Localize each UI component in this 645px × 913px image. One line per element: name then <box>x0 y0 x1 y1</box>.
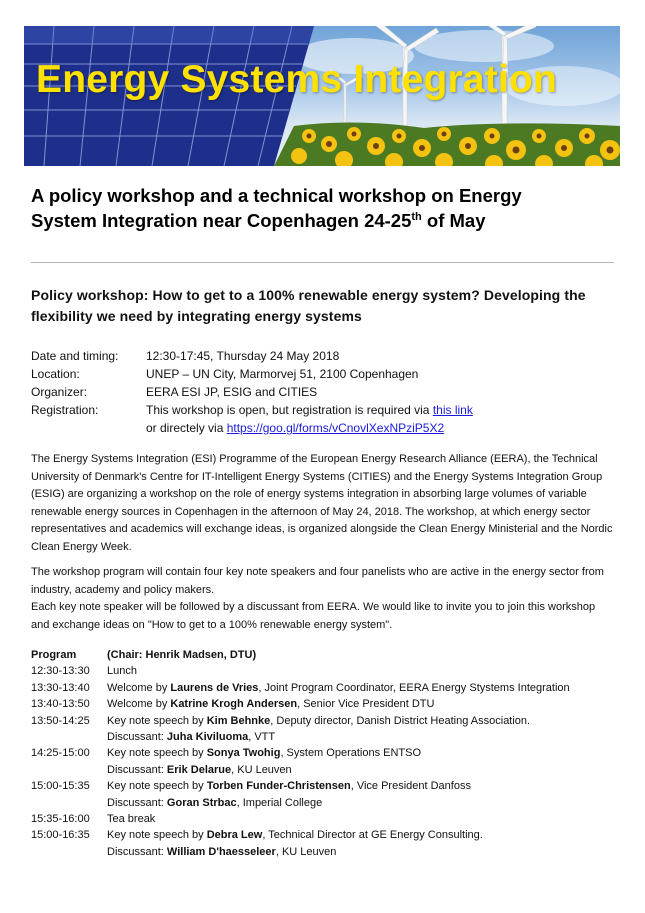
speaker-affiliation: , KU Leuven <box>231 763 292 776</box>
program-row <box>31 795 621 811</box>
page-headline <box>31 183 591 233</box>
registration-text: This workshop is open, but registration is required via <box>146 403 433 417</box>
speaker-name: Laurens de Vries <box>170 681 259 694</box>
registration-label: Registration: <box>31 403 99 417</box>
speaker-name: Goran Strbac <box>166 796 237 809</box>
speaker-name: Katrine Krogh Andersen <box>170 698 298 711</box>
program-row <box>31 811 621 827</box>
speaker-affiliation: , Imperial College <box>236 796 323 809</box>
details-row-registration-alt <box>31 419 611 437</box>
policy-workshop-title: Policy workshop: How to get to a 100% renewable energy system? Developing the flexibility we need by integrating energy systems <box>31 287 586 324</box>
program-description <box>107 696 621 712</box>
registration-alt <box>146 419 611 437</box>
program-row <box>31 713 621 729</box>
program-row <box>31 680 621 696</box>
speaker-affiliation: , Deputy director, Danish District Heating Association. <box>270 714 531 727</box>
program-label: Program <box>31 649 77 661</box>
registration-spacer <box>31 419 146 437</box>
program-description <box>107 713 621 729</box>
organizer-label: Organizer: <box>31 385 88 399</box>
program-time <box>31 762 107 778</box>
program-row <box>31 696 621 712</box>
program-item-text: Discussant: <box>107 731 167 744</box>
program-item-text: Key note speech by <box>107 780 207 793</box>
details-row-location <box>31 365 611 383</box>
program-header <box>31 647 621 663</box>
registration-link[interactable]: this link <box>432 403 473 417</box>
program-row <box>31 778 621 794</box>
program-item-text: Lunch <box>107 665 137 678</box>
details-row-date <box>31 347 611 365</box>
location-label: Location: <box>31 367 80 381</box>
program-time: 15:35-16:00 <box>31 813 90 826</box>
intro-paragraph: The Energy Systems Integration (ESI) Programme of the European Energy Research Alliance (EERA), the Technical University of Denmark's Centre for IT-Intelligent Energy Systems (CITIES) and the Energy Systems Integration Group (ESIG) are organizing a workshop on the role of energy systems integration in absorbing large volumes of variable renewable energy sources in Copenhagen in the afternoon of May 24, 2018. The workshop, at which energy sector representatives and academics will exchange ideas, is organized alongside the Clean Energy Ministerial and the Nordic Clean Energy Week. <box>31 453 613 553</box>
program-time: 13:30-13:40 <box>31 681 90 694</box>
program-schedule <box>31 647 621 860</box>
program-time: 15:00-16:35 <box>31 829 90 842</box>
speaker-affiliation: , KU Leuven <box>275 845 337 858</box>
program-description <box>107 778 621 794</box>
program-time: 12:30-13:30 <box>31 665 90 678</box>
program-paragraph-line2: Each key note speaker will be followed by a discussant from EERA. We would like to invite you to join this workshop and exchange ideas on "How to get to a 100% renewable energy system". <box>31 601 596 631</box>
program-item-text: Key note speech by <box>107 747 207 760</box>
program-description <box>107 663 621 679</box>
program-time: 13:50-14:25 <box>31 714 90 727</box>
speaker-affiliation: , System Operations ENTSO <box>280 747 422 760</box>
date-label: Date and timing: <box>31 349 119 363</box>
headline-text: A policy workshop and a technical workshop on Energy System Integration near Copenhagen 24-25 <box>31 185 522 231</box>
program-item-text: Discussant: <box>107 796 167 809</box>
program-row <box>31 762 621 778</box>
program-time: 14:25-15:00 <box>31 747 90 760</box>
program-paragraph-line1: The workshop program will contain four key note speakers and four panelists who are active in the energy sector from industry, academy and policy makers. <box>31 566 604 596</box>
program-description <box>107 745 621 761</box>
headline-suffix: of May <box>421 210 486 231</box>
program-description <box>107 762 621 778</box>
program-item-text: Tea break <box>107 813 156 826</box>
speaker-affiliation: , VTT <box>248 731 276 744</box>
program-row <box>31 663 621 679</box>
program-row <box>31 729 621 745</box>
program-item-text: Welcome by <box>107 681 171 694</box>
details-row-registration <box>31 401 611 419</box>
program-row <box>31 745 621 761</box>
speaker-name: Debra Lew <box>206 829 263 842</box>
speaker-affiliation: , Technical Director at GE Energy Consulting. <box>262 829 483 842</box>
organizer-value: EERA ESI JP, ESIG and CITIES <box>146 385 318 399</box>
speaker-affiliation: , Senior Vice President DTU <box>297 698 435 711</box>
program-description <box>107 795 621 811</box>
details-row-organizer <box>31 383 611 401</box>
program-row <box>31 827 621 843</box>
speaker-affiliation: , Joint Program Coordinator, EERA Energy Stystems Integration <box>258 681 570 694</box>
program-description <box>107 844 621 860</box>
program-row <box>31 844 621 860</box>
workshop-details <box>31 347 611 437</box>
registration-alt-text: or directely via <box>146 421 227 435</box>
speaker-name: William D'haesseleer <box>166 845 276 858</box>
program-chair: (Chair: Henrik Madsen, DTU) <box>107 649 257 661</box>
registration-form-link[interactable]: https://goo.gl/forms/vCnovlXexNPziP5X2 <box>226 421 445 435</box>
divider <box>31 262 614 263</box>
program-time <box>31 844 107 860</box>
program-time: 15:00-15:35 <box>31 780 90 793</box>
speaker-name: Torben Funder-Christensen <box>206 780 351 793</box>
banner-title: Energy Systems Integration <box>36 58 558 101</box>
location-value: UNEP – UN City, Marmorvej 51, 2100 Copenhagen <box>146 367 419 381</box>
speaker-name: Erik Delarue <box>166 763 232 776</box>
program-description <box>107 811 621 827</box>
speaker-affiliation: , Vice President Danfoss <box>350 780 471 793</box>
program-item-text: Key note speech by <box>107 714 207 727</box>
program-item-text: Discussant: <box>107 845 167 858</box>
header-banner <box>24 26 620 166</box>
program-paragraph <box>31 564 613 634</box>
program-description <box>107 827 621 843</box>
program-time <box>31 729 107 745</box>
program-item-text: Key note speech by <box>107 829 207 842</box>
registration-value <box>146 401 611 419</box>
program-rows <box>31 663 621 860</box>
program-item-text: Welcome by <box>107 698 171 711</box>
program-description <box>107 680 621 696</box>
program-time: 13:40-13:50 <box>31 698 90 711</box>
program-description <box>107 729 621 745</box>
headline-superscript: th <box>411 210 422 223</box>
speaker-name: Kim Behnke <box>206 714 271 727</box>
speaker-name: Juha Kiviluoma <box>166 731 249 744</box>
program-time <box>31 795 107 811</box>
program-item-text: Discussant: <box>107 763 167 776</box>
date-value: 12:30-17:45, Thursday 24 May 2018 <box>146 349 340 363</box>
speaker-name: Sonya Twohig <box>206 747 281 760</box>
